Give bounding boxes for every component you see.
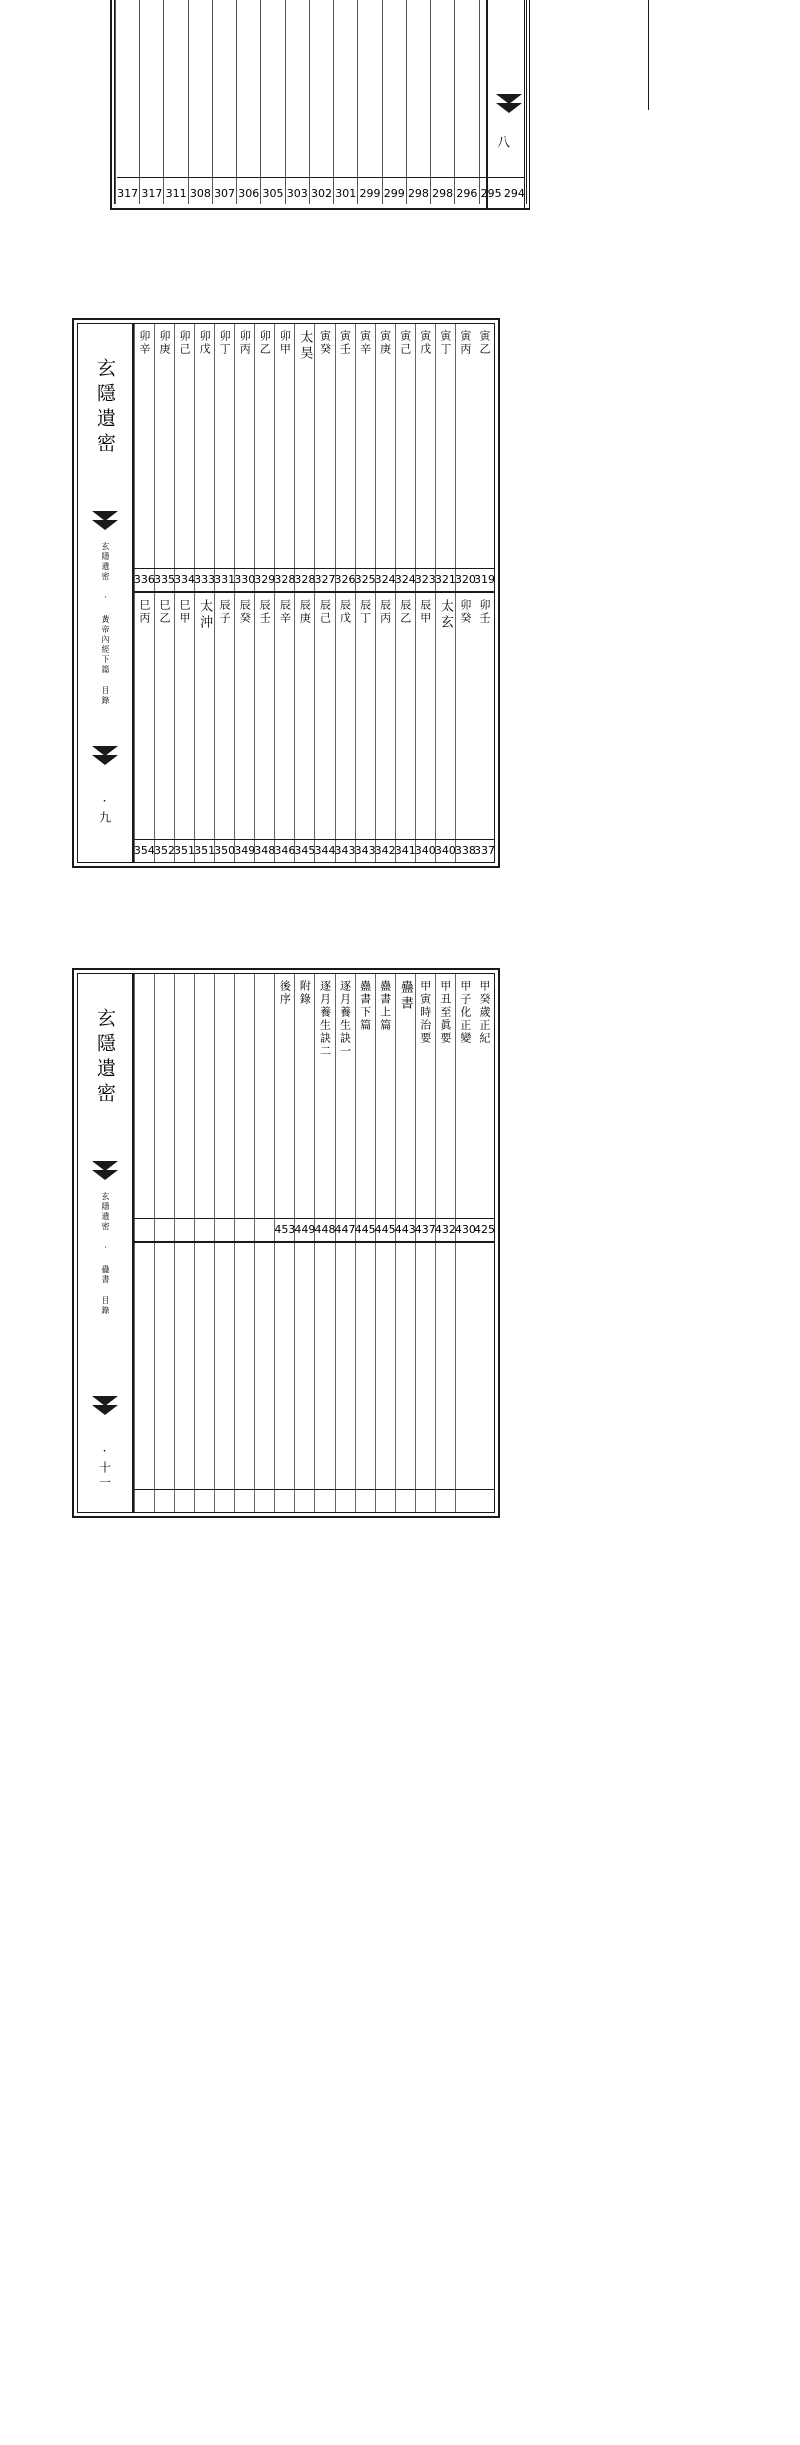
toc-column[interactable] bbox=[285, 0, 309, 204]
toc-entry-title: 卯己 bbox=[178, 330, 192, 356]
toc-column[interactable] bbox=[335, 974, 355, 1241]
page-2-inner-frame bbox=[77, 323, 495, 863]
toc-entry-title: 寅庚 bbox=[378, 330, 392, 356]
page-3-book-title: 玄隱遺密 bbox=[94, 1008, 116, 1108]
toc-entry-title: 太昊 bbox=[297, 330, 313, 362]
page-1-inner-frame bbox=[114, 0, 527, 204]
toc-entry-title: 巳甲 bbox=[178, 599, 192, 625]
toc-column[interactable] bbox=[254, 1243, 274, 1512]
toc-column[interactable] bbox=[475, 1243, 494, 1512]
toc-entry-page-number: 344 bbox=[314, 844, 336, 857]
toc-column[interactable] bbox=[435, 324, 455, 591]
toc-entry-title: 逐月養生訣一 bbox=[338, 980, 352, 1058]
toc-entry-title: 甲丑至眞要 bbox=[438, 980, 452, 1045]
toc-entry-page-number: 334 bbox=[174, 573, 196, 586]
toc-column[interactable] bbox=[214, 974, 234, 1241]
fragment-folio: 八 bbox=[494, 135, 509, 148]
toc-entry-page-number: 301 bbox=[335, 187, 357, 200]
toc-entry-page-number: 317 bbox=[117, 187, 139, 200]
toc-entry-page-number: 303 bbox=[286, 187, 308, 200]
toc-column[interactable] bbox=[194, 974, 214, 1241]
toc-entry-page-number: 321 bbox=[434, 573, 456, 586]
toc-entry-page-number: 343 bbox=[354, 844, 376, 857]
toc-entry-page-number: 351 bbox=[194, 844, 216, 857]
toc-entry-title: 辰壬 bbox=[258, 599, 272, 625]
toc-column[interactable] bbox=[274, 593, 294, 862]
toc-entry-title: 卯壬 bbox=[477, 599, 491, 625]
toc-entry-page-number: 294 bbox=[503, 187, 525, 200]
toc-column[interactable] bbox=[395, 324, 415, 591]
toc-entry-title: 辰辛 bbox=[278, 599, 292, 625]
fishtail-mark bbox=[494, 92, 520, 118]
toc-column[interactable] bbox=[375, 974, 395, 1241]
toc-column[interactable] bbox=[234, 974, 254, 1241]
toc-entry-title: 卯癸 bbox=[458, 599, 472, 625]
toc-entry-title: 卯辛 bbox=[137, 330, 151, 356]
toc-column[interactable] bbox=[163, 0, 187, 204]
toc-entry-title: 寅辛 bbox=[358, 330, 372, 356]
fishtail-icon bbox=[90, 1159, 120, 1187]
toc-column[interactable] bbox=[134, 593, 154, 862]
toc-entry-page-number: 295 bbox=[480, 187, 502, 200]
toc-column[interactable] bbox=[314, 324, 334, 591]
toc-column[interactable] bbox=[395, 974, 415, 1241]
toc-entry-page-number: 437 bbox=[414, 1223, 436, 1236]
toc-column[interactable] bbox=[455, 593, 475, 862]
toc-column[interactable] bbox=[355, 974, 375, 1241]
toc-column[interactable] bbox=[406, 0, 430, 204]
toc-entry-page-number: 343 bbox=[334, 844, 356, 857]
fragment-right-block bbox=[648, 0, 800, 110]
toc-entry-title: 附錄 bbox=[298, 980, 312, 1006]
page-1-right-fragment bbox=[486, 0, 800, 210]
toc-entry-title: 卯庚 bbox=[157, 330, 171, 356]
toc-column[interactable] bbox=[415, 1243, 435, 1512]
toc-column[interactable] bbox=[415, 324, 435, 591]
toc-entry-page-number: 327 bbox=[314, 573, 336, 586]
page-1 bbox=[110, 0, 530, 210]
toc-entry-page-number: 305 bbox=[262, 187, 284, 200]
page-2-spine bbox=[78, 324, 134, 862]
page-2-folio: ·九 bbox=[97, 794, 112, 826]
toc-column[interactable] bbox=[355, 1243, 375, 1512]
toc-entry-page-number: 306 bbox=[238, 187, 260, 200]
toc-column[interactable] bbox=[357, 0, 381, 204]
toc-entry-page-number: 298 bbox=[407, 187, 429, 200]
page-3-bottom-half bbox=[134, 1243, 494, 1512]
toc-entry-page-number: 308 bbox=[189, 187, 211, 200]
toc-entry-title: 甲子化正變 bbox=[458, 980, 472, 1045]
toc-entry-page-number: 329 bbox=[254, 573, 276, 586]
toc-column[interactable] bbox=[154, 1243, 174, 1512]
toc-entry-page-number: 348 bbox=[254, 844, 276, 857]
page-3-bottom-number-rule bbox=[134, 1489, 494, 1490]
toc-entry-page-number: 324 bbox=[394, 573, 416, 586]
toc-column[interactable] bbox=[234, 1243, 254, 1512]
toc-entry-page-number: 445 bbox=[354, 1223, 376, 1236]
toc-entry-title: 巳乙 bbox=[157, 599, 171, 625]
toc-column[interactable] bbox=[188, 0, 212, 204]
toc-entry-title: 甲寅時治要 bbox=[418, 980, 432, 1045]
toc-column[interactable] bbox=[212, 0, 236, 204]
toc-column[interactable] bbox=[174, 593, 194, 862]
toc-entry-title: 辰子 bbox=[218, 599, 232, 625]
toc-entry-page-number: 330 bbox=[234, 573, 256, 586]
toc-entry-title: 辰己 bbox=[318, 599, 332, 625]
toc-entry-title: 卯戊 bbox=[198, 330, 212, 356]
toc-column[interactable] bbox=[154, 974, 174, 1241]
toc-column[interactable] bbox=[194, 593, 214, 862]
toc-entry-title: 太沖 bbox=[197, 599, 213, 631]
toc-column[interactable] bbox=[274, 974, 294, 1241]
toc-column[interactable] bbox=[134, 974, 154, 1241]
toc-column[interactable] bbox=[395, 1243, 415, 1512]
page-2-bottom-number-rule bbox=[134, 839, 494, 840]
toc-entry-page-number: 299 bbox=[383, 187, 405, 200]
toc-entry-title: 辰乙 bbox=[398, 599, 412, 625]
toc-entry-title: 寅丙 bbox=[458, 330, 472, 356]
toc-column[interactable] bbox=[134, 324, 154, 591]
toc-entry-page-number: 296 bbox=[456, 187, 478, 200]
toc-column[interactable] bbox=[475, 974, 494, 1241]
page-3-folio: ·十一 bbox=[97, 1444, 112, 1491]
toc-column[interactable] bbox=[194, 324, 214, 591]
page-1-number-rule bbox=[117, 177, 524, 178]
toc-entry-page-number: 430 bbox=[454, 1223, 476, 1236]
toc-entry-page-number: 350 bbox=[214, 844, 236, 857]
toc-entry-page-number: 340 bbox=[414, 844, 436, 857]
toc-entry-page-number: 447 bbox=[334, 1223, 356, 1236]
toc-entry-page-number: 443 bbox=[394, 1223, 416, 1236]
page-2-top-number-rule bbox=[134, 568, 494, 569]
toc-column[interactable] bbox=[355, 593, 375, 862]
toc-column[interactable] bbox=[154, 324, 174, 591]
toc-column[interactable] bbox=[260, 0, 284, 204]
toc-column[interactable] bbox=[174, 1243, 194, 1512]
toc-entry-page-number: 298 bbox=[432, 187, 454, 200]
toc-entry-title: 卯甲 bbox=[278, 330, 292, 356]
toc-entry-page-number: 342 bbox=[374, 844, 396, 857]
toc-column[interactable] bbox=[435, 974, 455, 1241]
toc-column[interactable] bbox=[314, 1243, 334, 1512]
toc-entry-page-number: 311 bbox=[165, 187, 187, 200]
page-2-bottom-half bbox=[134, 593, 494, 862]
fishtail-icon-lower bbox=[90, 1394, 120, 1422]
toc-entry-title: 辰癸 bbox=[238, 599, 252, 625]
toc-entry-page-number: 449 bbox=[294, 1223, 316, 1236]
toc-entry-title: 寅己 bbox=[398, 330, 412, 356]
page-3-top-half bbox=[134, 974, 494, 1243]
toc-column[interactable] bbox=[395, 593, 415, 862]
toc-entry-page-number: 352 bbox=[153, 844, 175, 857]
toc-column[interactable] bbox=[254, 324, 274, 591]
toc-entry-page-number: 341 bbox=[394, 844, 416, 857]
page-2 bbox=[72, 318, 500, 868]
page-3-top-number-rule bbox=[134, 1218, 494, 1219]
toc-column[interactable] bbox=[335, 324, 355, 591]
toc-entry-page-number: 302 bbox=[311, 187, 332, 200]
toc-column[interactable] bbox=[274, 1243, 294, 1512]
toc-entry-page-number: 324 bbox=[374, 573, 396, 586]
toc-entry-title: 寅癸 bbox=[318, 330, 332, 356]
fragment-divider bbox=[524, 0, 525, 210]
toc-entry-page-number: 335 bbox=[153, 573, 175, 586]
page-3-running-head: 玄隱遺密 · 蠱書 目錄 bbox=[101, 1192, 110, 1316]
toc-column[interactable] bbox=[335, 1243, 355, 1512]
page-2-top-columns bbox=[134, 324, 494, 591]
toc-entry-page-number: 328 bbox=[274, 573, 296, 586]
toc-column[interactable] bbox=[455, 324, 475, 591]
toc-column[interactable] bbox=[294, 1243, 314, 1512]
toc-entry-page-number: 319 bbox=[473, 573, 495, 586]
toc-entry-page-number: 336 bbox=[133, 573, 155, 586]
toc-entry-page-number: 320 bbox=[454, 573, 476, 586]
toc-column[interactable] bbox=[174, 324, 194, 591]
toc-entry-title: 甲癸歲正紀 bbox=[477, 980, 491, 1045]
toc-entry-page-number: 349 bbox=[234, 844, 256, 857]
page-2-top-half bbox=[134, 324, 494, 593]
toc-entry-page-number: 340 bbox=[434, 844, 456, 857]
toc-entry-title: 寅戊 bbox=[418, 330, 432, 356]
toc-column[interactable] bbox=[375, 1243, 395, 1512]
toc-entry-page-number: 337 bbox=[473, 844, 495, 857]
toc-column[interactable] bbox=[314, 593, 334, 862]
toc-entry-title: 寅壬 bbox=[338, 330, 352, 356]
toc-column[interactable] bbox=[455, 1243, 475, 1512]
toc-entry-title: 巳丙 bbox=[137, 599, 151, 625]
toc-column[interactable] bbox=[214, 1243, 234, 1512]
toc-entry-page-number: 445 bbox=[374, 1223, 396, 1236]
toc-entry-title: 寅乙 bbox=[477, 330, 491, 356]
page-1-columns bbox=[115, 0, 526, 204]
toc-column[interactable] bbox=[435, 1243, 455, 1512]
fishtail-icon bbox=[90, 509, 120, 537]
toc-column[interactable] bbox=[335, 593, 355, 862]
toc-column[interactable] bbox=[194, 1243, 214, 1512]
toc-entry-page-number: 307 bbox=[214, 187, 236, 200]
toc-entry-page-number: 317 bbox=[141, 187, 163, 200]
toc-entry-page-number: 331 bbox=[214, 573, 236, 586]
toc-entry-page-number: 338 bbox=[454, 844, 476, 857]
toc-entry-title: 辰丁 bbox=[358, 599, 372, 625]
toc-entry-title: 逐月養生訣二 bbox=[318, 980, 332, 1058]
toc-entry-title: 辰庚 bbox=[298, 599, 312, 625]
toc-column[interactable] bbox=[134, 1243, 154, 1512]
toc-column[interactable] bbox=[375, 593, 395, 862]
toc-column[interactable] bbox=[174, 974, 194, 1241]
toc-column[interactable] bbox=[415, 974, 435, 1241]
toc-entry-page-number: 351 bbox=[174, 844, 196, 857]
toc-column[interactable] bbox=[454, 0, 478, 204]
toc-entry-title: 辰甲 bbox=[418, 599, 432, 625]
toc-column[interactable] bbox=[214, 593, 234, 862]
toc-column[interactable] bbox=[435, 593, 455, 862]
toc-entry-page-number: 299 bbox=[359, 187, 381, 200]
page-2-running-head: 玄隱遺密 · 黃帝內經下篇 目錄 bbox=[101, 542, 110, 706]
toc-column[interactable] bbox=[236, 0, 260, 204]
toc-column[interactable] bbox=[234, 324, 254, 591]
toc-entry-title: 辰戊 bbox=[338, 599, 352, 625]
toc-column[interactable] bbox=[309, 0, 333, 204]
toc-entry-title: 卯乙 bbox=[258, 330, 272, 356]
page-2-body bbox=[134, 324, 494, 862]
toc-column[interactable] bbox=[274, 324, 294, 591]
toc-entry-page-number: 326 bbox=[334, 573, 356, 586]
toc-column[interactable] bbox=[254, 974, 274, 1241]
toc-column[interactable] bbox=[333, 0, 357, 204]
page-2-bottom-columns bbox=[134, 593, 494, 862]
toc-column[interactable] bbox=[294, 593, 314, 862]
toc-entry-page-number: 323 bbox=[414, 573, 436, 586]
toc-column[interactable] bbox=[455, 974, 475, 1241]
toc-entry-title: 蠱書 bbox=[397, 980, 413, 1012]
toc-column[interactable] bbox=[154, 593, 174, 862]
toc-entry-page-number: 346 bbox=[274, 844, 296, 857]
toc-entry-title: 卯丙 bbox=[238, 330, 252, 356]
toc-entry-title: 太玄 bbox=[437, 599, 453, 631]
toc-entry-page-number: 328 bbox=[294, 573, 316, 586]
toc-column[interactable] bbox=[254, 593, 274, 862]
toc-entry-page-number: 333 bbox=[194, 573, 216, 586]
toc-column[interactable] bbox=[475, 593, 494, 862]
toc-column[interactable] bbox=[475, 324, 494, 591]
toc-column[interactable] bbox=[314, 974, 334, 1241]
toc-column[interactable] bbox=[294, 974, 314, 1241]
toc-entry-page-number: 432 bbox=[434, 1223, 456, 1236]
toc-column[interactable] bbox=[115, 0, 139, 204]
toc-column[interactable] bbox=[382, 0, 406, 204]
fishtail-icon-lower bbox=[90, 744, 120, 772]
page-3-spine bbox=[78, 974, 134, 1512]
toc-column[interactable] bbox=[355, 324, 375, 591]
toc-entry-page-number: 453 bbox=[274, 1223, 296, 1236]
toc-column[interactable] bbox=[430, 0, 454, 204]
toc-entry-title: 卯丁 bbox=[218, 330, 232, 356]
toc-entry-title: 寅丁 bbox=[438, 330, 452, 356]
page-2-book-title: 玄隱遺密 bbox=[94, 358, 116, 458]
page-3-bottom-columns bbox=[134, 1243, 494, 1512]
toc-entry-page-number: 448 bbox=[314, 1223, 336, 1236]
page-3-body bbox=[134, 974, 494, 1512]
toc-entry-page-number: 325 bbox=[354, 573, 376, 586]
toc-column[interactable] bbox=[234, 593, 254, 862]
toc-entry-title: 蠱書下篇 bbox=[358, 980, 372, 1032]
toc-column[interactable] bbox=[214, 324, 234, 591]
toc-entry-title: 後序 bbox=[278, 980, 292, 1006]
toc-entry-page-number: 345 bbox=[294, 844, 316, 857]
toc-entry-title: 辰丙 bbox=[378, 599, 392, 625]
toc-column[interactable] bbox=[375, 324, 395, 591]
page-3-inner-frame bbox=[77, 973, 495, 1513]
toc-column[interactable] bbox=[294, 324, 314, 591]
toc-entry-title: 蠱書上篇 bbox=[378, 980, 392, 1032]
page-3 bbox=[72, 968, 500, 1518]
toc-column[interactable] bbox=[415, 593, 435, 862]
toc-column[interactable] bbox=[139, 0, 163, 204]
fragment-column bbox=[494, 0, 520, 90]
toc-entry-page-number: 425 bbox=[473, 1223, 495, 1236]
page-3-top-columns bbox=[134, 974, 494, 1241]
toc-entry-page-number: 354 bbox=[133, 844, 155, 857]
